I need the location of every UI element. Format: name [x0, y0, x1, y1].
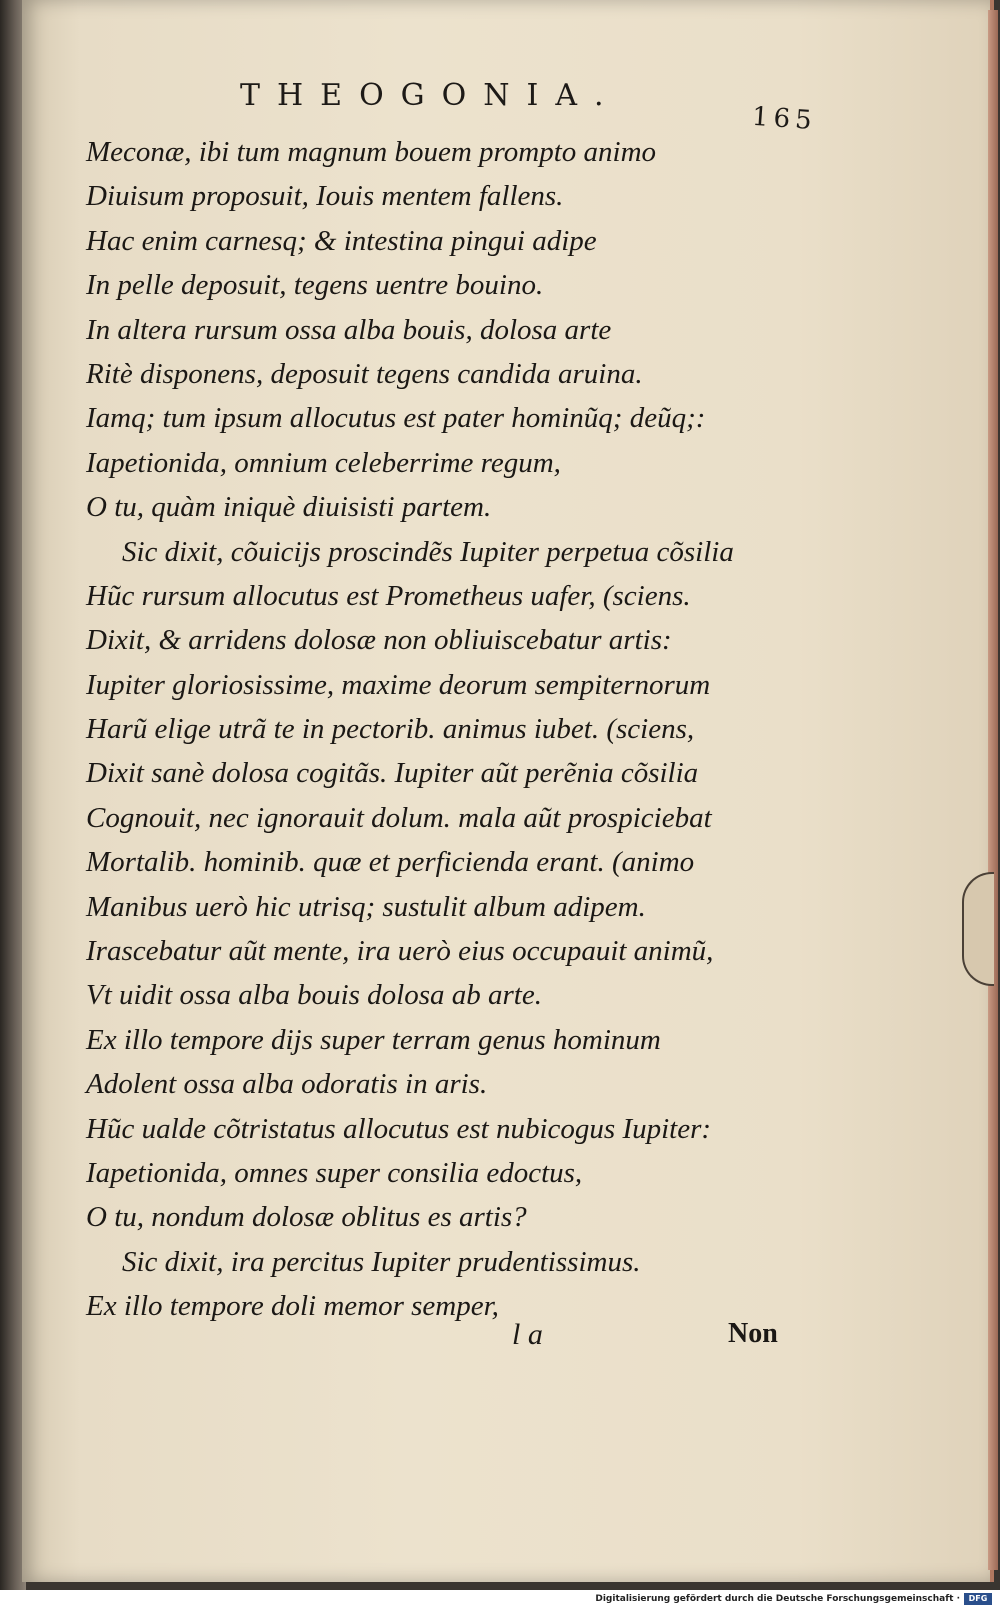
signature-mark: l a [512, 1318, 543, 1351]
text-line: Hac enim carnesq; & intestina pingui adipe [86, 224, 597, 257]
text-line: Dixit, & arridens dolosæ non obliuiscebatur artis: [86, 624, 672, 657]
text-line: Iamq; tum ipsum allocutus est pater hominũq; deũq;: [86, 402, 706, 435]
text-line: Cognouit, nec ignorauit dolum. mala aũt prospiciebat [86, 801, 712, 834]
credit-text: Digitalisierung gefördert durch die Deutsche Forschungsgemeinschaft · [595, 1594, 960, 1604]
text-line: In pelle deposuit, tegens uentre bouino. [86, 269, 544, 302]
credit-bar [0, 1590, 1000, 1608]
text-line: O tu, quàm iniquè diuisisti partem. [86, 491, 492, 524]
text-line: Iapetionida, omnium celeberrime regum, [86, 446, 561, 479]
text-line: Hũc rursum allocutus est Prometheus uafer, (sciens. [86, 579, 691, 612]
text-line: In altera rursum ossa alba bouis, dolosa arte [86, 313, 612, 346]
page-number: 165 [751, 101, 818, 137]
text-line: Dixit sanè dolosa cogitãs. Iupiter aũt perẽnia cõsilia [86, 757, 699, 790]
running-title: THEOGONIA. [240, 78, 621, 113]
text-line: Diuisum proposuit, Iouis mentem fallens. [86, 180, 564, 213]
text-line: Sic dixit, cõuicijs proscindẽs Iupiter perpetua cõsilia [122, 535, 734, 568]
text-line: Irascebatur aũt mente, ira uerò eius occupauit animũ, [86, 935, 714, 968]
page-edge [988, 10, 998, 1570]
text-line: Adolent ossa alba odoratis in aris. [86, 1068, 488, 1101]
text-line: Sic dixit, ira percitus Iupiter prudentissimus. [122, 1245, 641, 1278]
text-line: Ex illo tempore dijs super terram genus hominum [86, 1023, 661, 1056]
text-line: O tu, nondum dolosæ oblitus es artis? [86, 1201, 527, 1234]
page-clip [962, 872, 994, 986]
catchword: Non [728, 1318, 778, 1349]
text-line: Iupiter gloriosissime, maxime deorum sempiternorum [86, 668, 711, 701]
text-line: Hũc ualde cõtristatus allocutus est nubicogus Iupiter: [86, 1112, 712, 1145]
text-line: Ex illo tempore doli memor semper, [86, 1290, 499, 1323]
verse-text [86, 130, 826, 1329]
text-line: Meconæ, ibi tum magnum bouem prompto animo [86, 136, 657, 168]
text-line: Harũ elige utrã te in pectorib. animus iubet. (sciens, [86, 713, 695, 746]
text-line: Mortalib. hominib. quæ et perficienda erant. (animo [86, 846, 695, 879]
text-line: Ritè disponens, deposuit tegens candida aruina. [86, 357, 643, 390]
text-line: Iapetionida, omnes super consilia edoctus, [86, 1156, 583, 1189]
text-line: Manibus uerò hic utrisq; sustulit album adipem. [86, 890, 646, 923]
dfg-logo: DFG [964, 1593, 992, 1605]
text-line: Vt uidit ossa alba bouis dolosa ab arte. [86, 979, 542, 1012]
